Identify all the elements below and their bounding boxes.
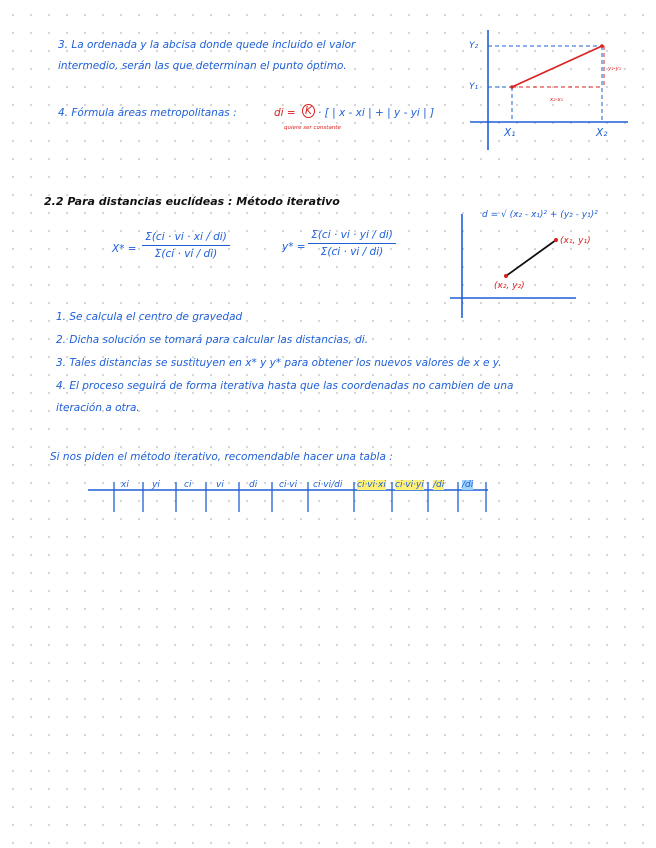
graph1-segment [512,46,602,87]
x-star-fraction [142,231,230,260]
table-header-civi-di: ci·vi/di [313,480,343,490]
x-star-denominator: Σ(ci · vi / di) [154,248,218,260]
graph2-label-p2: (x₁, y₁) [560,236,591,246]
graph1-label-y1: Y₁ [469,82,479,92]
table-header-ci: ci [184,480,192,490]
item-4-formula: · [ | x - xi | + | y - yi | ] [318,107,435,119]
table-header-civixi-wrap [357,478,386,492]
graph1-point-1 [510,85,514,89]
x-star-numerator: Σ(ci · vi · xi / di) [145,231,227,243]
table-header-xi: xi [121,480,129,490]
step-3: 3. Tales distancias se sustituyen en x* y y* para obtener los nuevos valores de x e y. [56,357,502,369]
y-star-label: y* = [282,241,306,253]
table-header-di-b-wrap [462,478,473,492]
graph1-label-x2: X₂ [596,127,608,139]
graph2-label-p1: (x₂, y₂) [494,281,525,291]
graph1-label-dx: x₂-x₁ [550,97,563,103]
y-star-numerator: Σ(ci · vi · yi / di) [311,229,393,241]
item-4-note: quiere ser constante [284,125,341,131]
graph2-point-1 [504,274,508,278]
item-4-k-wrap [302,104,315,118]
x-star-label: X* = [112,243,137,255]
graph1-label-x1: X₁ [504,127,516,139]
table-header-civi: ci·vi [279,480,298,490]
section-2-heading: 2.2 Para distancias euclídeas : Método iterativo [44,195,340,208]
graph2-point-2 [554,238,558,242]
graph1-point-2 [600,44,604,48]
step-4-continued: iteración a otra. [56,402,140,414]
table-intro: Si nos piden el método iterativo, recomendable hacer una tabla : [50,451,393,463]
graph2-formula: d = √ (x₂ - x₁)² + (y₂ - y₁)² [482,210,598,220]
item-3-line-1: 3. La ordenada y la abcisa donde quede incluido el valor [58,39,356,51]
table-header-civiyi-wrap [395,478,424,492]
table-header-yi: yi [152,480,160,490]
y-star-denominator: Σ(ci · vi / di) [320,246,384,258]
item-4-d: di = [274,107,296,119]
table-header-di-a-wrap [433,478,444,492]
table-header-di: di [249,480,258,490]
table-header-di-a: /di [433,480,445,490]
step-4: 4. El proceso seguirá de forma iterativa hasta que las coordenadas no cambien de una [56,380,514,392]
table-header-civiyi: ci·vi·yi [395,480,424,490]
table-header-vi: vi [216,480,224,490]
item-4-k: K [302,104,315,118]
table-header-civixi: ci·vi·xi [357,480,386,490]
step-1: 1. Se calcula el centro de gravedad [56,311,243,323]
step-2: 2. Dicha solución se tomará para calcular las distancias, di. [56,334,369,346]
item-3-line-2: intermedio, serán las que determinan el punto óptimo. [58,60,347,72]
graph1-label-dy: y₂-y₁ [608,66,621,72]
graph2-segment [506,240,556,276]
y-star-fraction [308,229,396,258]
item-4-label: 4. Fórmula áreas metropolitanas : [58,107,237,119]
graph1-label-y2: Y₂ [469,41,479,51]
table-header-di-b: /di [462,480,474,490]
